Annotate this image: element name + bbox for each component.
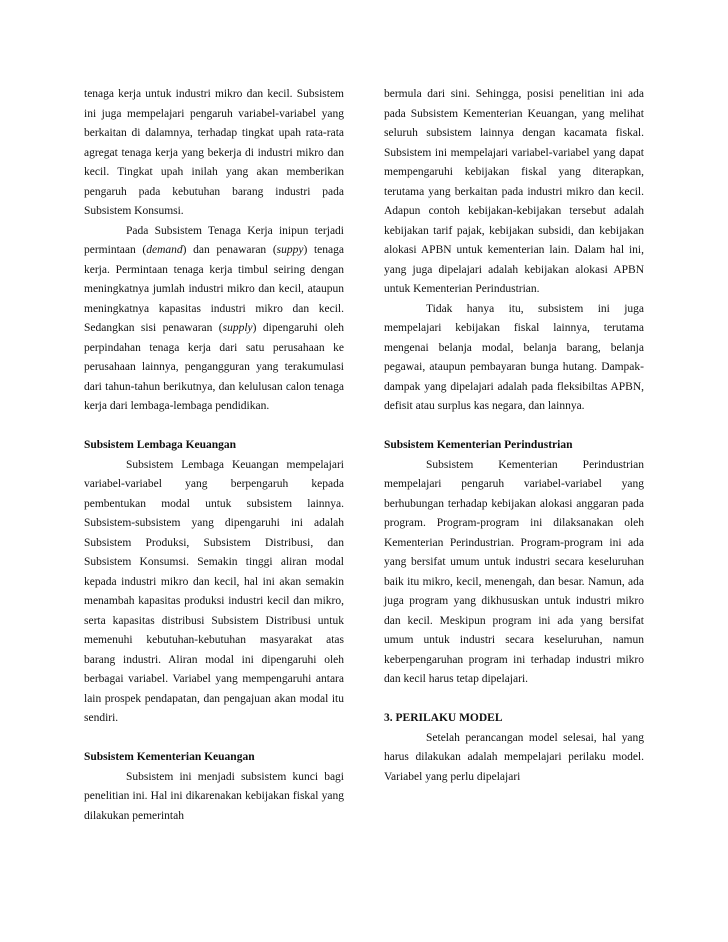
- text-run: ) tenaga kerja. Permintaan tenaga kerja timbul seiring dengan meningkatnya jumlah industri mikro dan kecil, ataupun meningkatnya kapasitas industri mikro dan kecil. Sedangkan sisi penawaran (: [84, 244, 344, 334]
- left-column: [84, 85, 344, 826]
- right-column: [384, 85, 644, 787]
- paragraph: Setelah perancangan model selesai, hal yang harus dilakukan adalah mempelajari perilaku model. Variabel yang perlu dipelajari: [384, 731, 644, 783]
- section-heading: Subsistem Kementerian Keuangan: [84, 751, 255, 763]
- paragraph: Subsistem ini menjadi subsistem kunci bagi penelitian ini. Hal ini dikarenakan kebijakan fiskal yang dilakukan pemerintah: [84, 770, 344, 822]
- paragraph: bermula dari sini. Sehingga, posisi penelitian ini ada pada Subsistem Kementerian Keuangan, yang melihat seluruh subsistem lainnya dengan kacamata fiskal. Subsistem ini mempelajari variabel-variabel yang dapat mempengaruhi kebijakan fiskal yang diterapkan, terutama yang berkaitan pada industri mikro dan kecil. Adapun contoh kebijakan-kebijakan tersebut adalah kebijakan tarif pajak, kebijakan subsidi, dan kebijakan alokasi APBN untuk kementerian lain. Dalam hal ini, yang juga dipelajari adalah kebijakan alokasi APBN untuk Kementerian Perindustrian.: [384, 88, 644, 295]
- spacer: [384, 417, 644, 437]
- italic-term: demand: [146, 244, 183, 256]
- section-heading: Subsistem Kementerian Perindustrian: [384, 439, 573, 451]
- italic-term: suppy: [276, 244, 304, 256]
- text-run: ) dipengaruhi oleh perpindahan tenaga kerja dari satu perusahaan ke perusahaan lainnya, pengangguran yang terakumulasi dari tahun-tahun berikutnya, dan kelulusan calon tenaga kerja dari lembaga-lembaga pendidikan.: [84, 322, 345, 412]
- spacer: [84, 729, 344, 749]
- section-heading: 3. PERILAKU MODEL: [384, 712, 503, 724]
- paragraph: Tidak hanya itu, subsistem ini juga mempelajari kebijakan fiskal lainnya, terutama mengenai belanja modal, belanja barang, belanja pegawai, ataupun pembayaran bunga hutang. Dampak-dampak yang dipelajari adalah pada fleksibiltas APBN, defisit atau surplus kas negara, dan lainnya.: [384, 302, 644, 412]
- paragraph: Subsistem Kementerian Perindustrian mempelajari pengaruh variabel-variabel yang berhubungan terhadap kebijakan alokasi anggaran pada program. Program-program ini dilaksanakan oleh Kementerian Perindustrian. Program-program ini ada yang bersifat umum untuk industri secara keseluruhan baik itu mikro, kecil, menengah, dan besar. Namun, ada juga program yang dikhususkan untuk industri mikro dan kecil. Meskipun program ini ada yang bersifat umum untuk industri secara keseluruhan, namun keberpengaruhan program ini terhadap industri mikro dan kecil harus tetap dipelajari.: [384, 458, 644, 685]
- italic-term: supply: [222, 322, 253, 334]
- text-run: Pada Subsistem Tenaga Kerja inipun terjadi permintaan (: [84, 224, 344, 256]
- spacer: [384, 690, 644, 710]
- text-run: ) dan penawaran (: [182, 244, 277, 256]
- paragraph: [84, 222, 344, 417]
- paragraph: tenaga kerja untuk industri mikro dan kecil. Subsistem ini juga mempelajari pengaruh variabel-variabel yang berkaitan di dalamnya, terhadap tingkat upah rata-rata agregat tenaga kerja yang bekerja di industri mikro dan kecil. Tingkat upah inilah yang akan memberikan pengaruh pada kebutuhan barang industri pada Subsistem Konsumsi.: [84, 88, 344, 217]
- section-heading: Subsistem Lembaga Keuangan: [84, 439, 237, 451]
- spacer: [84, 417, 344, 437]
- paragraph: Subsistem Lembaga Keuangan mempelajari variabel-variabel yang berpengaruh kepada pembentukan modal untuk subsistem lainnya. Subsistem-subsistem yang dipengaruhi ini adalah Subsistem Produksi, Subsistem Distribusi, dan Subsistem Konsumsi. Semakin tinggi aliran modal kepada industri mikro dan kecil, hal ini akan semakin menambah kapasitas produksi industri kecil dan mikro, serta kapasitas distribusi Subsistem Distribusi untuk memenuhi kebutuhan-kebutuhan masyarakat atas barang industri. Aliran modal ini dipengaruhi oleh berbagai variabel. Variabel yang mempengaruhi antara lain prospek pendapatan, dan pengajuan akan modal itu sendiri.: [84, 458, 344, 724]
